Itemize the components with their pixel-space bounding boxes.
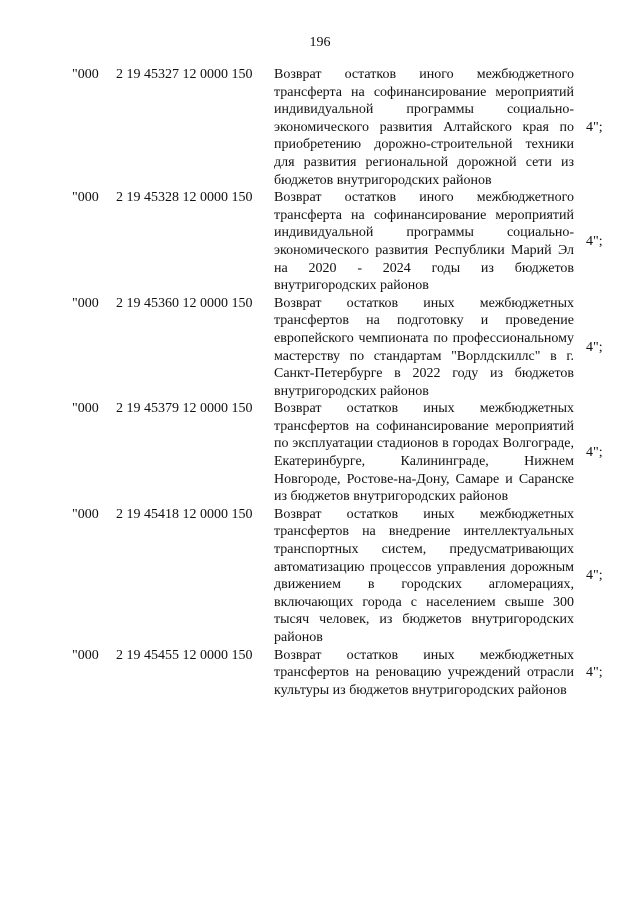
entry-description: Возврат остатков иного межбюджетного трансферта на софинансирование мероприятий индивидуальной программы социально-экономического развития Республики Марий Эл на 2020 - 2024 годы из бюджетов внутригородских районов — [274, 190, 574, 294]
entry-prefix: "000 — [72, 190, 99, 206]
entry-45379 — [0, 400, 640, 506]
entry-suffix: 4"; — [586, 445, 603, 461]
budget-code: 2 19 45360 12 0000 150 — [116, 295, 253, 311]
budget-code: 2 19 45455 12 0000 150 — [116, 647, 253, 663]
entry-45327 — [0, 66, 640, 189]
page-number: 196 — [309, 35, 331, 50]
entry-prefix: "000 — [72, 401, 99, 417]
entry-description: Возврат остатков иных межбюджетных трансфертов на внедрение интеллектуальных транспортных систем, предусматривающих автоматизацию процессов управления дорожным движением в городских агломерациях, включающих города с населением свыше 300 тысяч человек, из бюджетов внутригородских районов — [274, 506, 574, 645]
entry-description: Возврат остатков иных межбюджетных трансфертов на подготовку и проведение европейского чемпионата по профессиональному мастерству по стандартам "Ворлдскиллс" в г. Санкт-Петербурге в 2022 году из бюджетов внутригородских районов — [274, 295, 574, 399]
budget-code: 2 19 45328 12 0000 150 — [116, 190, 253, 206]
entry-45418 — [0, 506, 640, 647]
budget-code: 2 19 45379 12 0000 150 — [116, 401, 253, 417]
entry-suffix: 4"; — [586, 568, 603, 584]
budget-code: 2 19 45418 12 0000 150 — [116, 506, 253, 522]
entry-suffix: 4"; — [586, 664, 603, 680]
entry-suffix: 4"; — [586, 119, 603, 135]
entry-45328 — [0, 189, 640, 295]
entry-prefix: "000 — [72, 67, 99, 82]
entry-description: Возврат остатков иного межбюджетного трансферта на софинансирование мероприятий индивидуальной программы социально-экономического развития Алтайского края по приобретению дорожно-строительной техники для развития региональной дорожной сети из бюджетов внутригородских районов — [274, 67, 574, 188]
entry-prefix: "000 — [72, 506, 99, 522]
entries-list — [0, 66, 640, 699]
entry-description: Возврат остатков иных межбюджетных трансфертов на реновацию учреждений отрасли культуры из бюджетов внутригородских районов — [274, 647, 574, 698]
entry-description: Возврат остатков иных межбюджетных трансфертов на софинансирование мероприятий по эксплуатации стадионов в городах Волгограде, Екатеринбурге, Калининграде, Нижнем Новгороде, Ростове-на-Дону, Самаре и Саранске из бюджетов внутригородских районов — [274, 401, 574, 505]
entry-45455 — [0, 647, 640, 700]
entry-suffix: 4"; — [586, 339, 603, 355]
entry-suffix: 4"; — [586, 233, 603, 249]
entry-prefix: "000 — [72, 295, 99, 311]
entry-prefix: "000 — [72, 647, 99, 663]
budget-code: 2 19 45327 12 0000 150 — [116, 67, 253, 82]
entry-45360 — [0, 295, 640, 401]
